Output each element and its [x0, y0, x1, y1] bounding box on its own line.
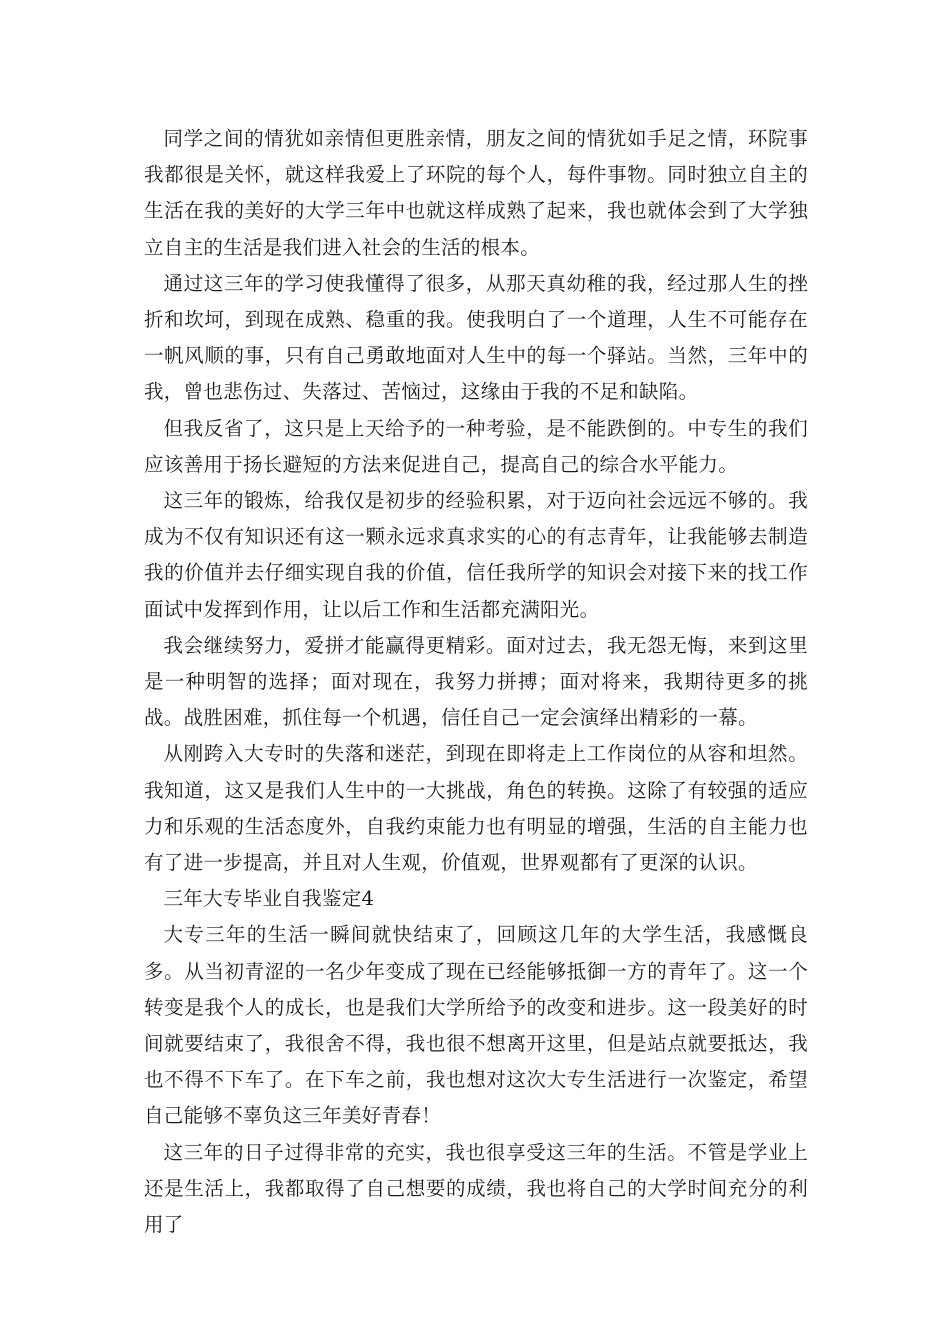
- paragraph-fulfilling-days: 这三年的日子过得非常的充实，我也很享受这三年的生活。不管是学业上还是生活上，我都取得了自己想要的成绩，我也将自己的大学时间充分的利用了: [144, 1140, 808, 1237]
- paragraph-from-college: 从刚跨入大专时的失落和迷茫，到现在即将走上工作岗位的从容和坦然。我知道，这又是我们人生中的一大挑战，角色的转换。这除了有较强的适应力和乐观的生活态度外，自我约束能力也有明显的增强，生活的自主能力也有了进一步提高，并且对人生观，价值观，世界观都有了更深的认识。: [144, 742, 808, 875]
- paragraph-reflection: 但我反省了，这只是上天给予的一种考验，是不能跌倒的。中专生的我们应该善用于扬长避短的方法来促进自己，提高自己的综合水平能力。: [144, 416, 808, 476]
- document-body: [144, 121, 808, 1243]
- paragraph-college-life: 大专三年的生活一瞬间就快结束了，回顾这几年的大学生活，我感慨良多。从当初青涩的一名少年变成了现在已经能够抵御一方的青年了。这一个转变是我个人的成长，也是我们大学所给予的改变和进步。这一段美好的时间就要结束了，我很舍不得，我也很不想离开这里，但是站点就要抵达，我也不得不下车了。在下车之前，我也想对这次大专生活进行一次鉴定，希望自己能够不辜负这三年美好青春！: [144, 923, 808, 1128]
- section-heading: 三年大专毕业自我鉴定4: [163, 887, 375, 911]
- paragraph-classmates: 同学之间的情犹如亲情但更胜亲情，朋友之间的情犹如手足之情，环院事我都很是关怀，就这样我爱上了环院的每个人，每件事物。同时独立自主的生活在我的美好的大学三年中也就这样成熟了起来，我也就体会到了大学独立自主的生活是我们进入社会的生活的根本。: [144, 127, 808, 259]
- paragraph-keep-trying: 我会继续努力，爱拼才能赢得更精彩。面对过去，我无怨无悔，来到这里是一种明智的选择；面对现在，我努力拼搏；面对将来，我期待更多的挑战。战胜困难，抓住每一个机遇，信任自己一定会演绎出精彩的一幕。: [144, 633, 808, 730]
- paragraph-three-years-learning: 通过这三年的学习使我懂得了很多，从那天真幼稚的我，经过那人生的挫折和坎坷，到现在成熟、稳重的我。使我明白了一个道理，人生不可能存在一帆风顺的事，只有自己勇敢地面对人生中的每一个驿站。当然，三年中的我，曾也悲伤过、失落过、苦恼过，这缘由于我的不足和缺陷。: [144, 271, 808, 404]
- paragraph-training: 这三年的锻炼，给我仅是初步的经验积累，对于迈向社会远远不够的。我成为不仅有知识还有这一颗永远求真求实的心的有志青年，让我能够去制造我的价值并去仔细实现自我的价值，信任我所学的知识会对接下来的找工作面试中发挥到作用，让以后工作和生活都充满阳光。: [144, 489, 808, 621]
